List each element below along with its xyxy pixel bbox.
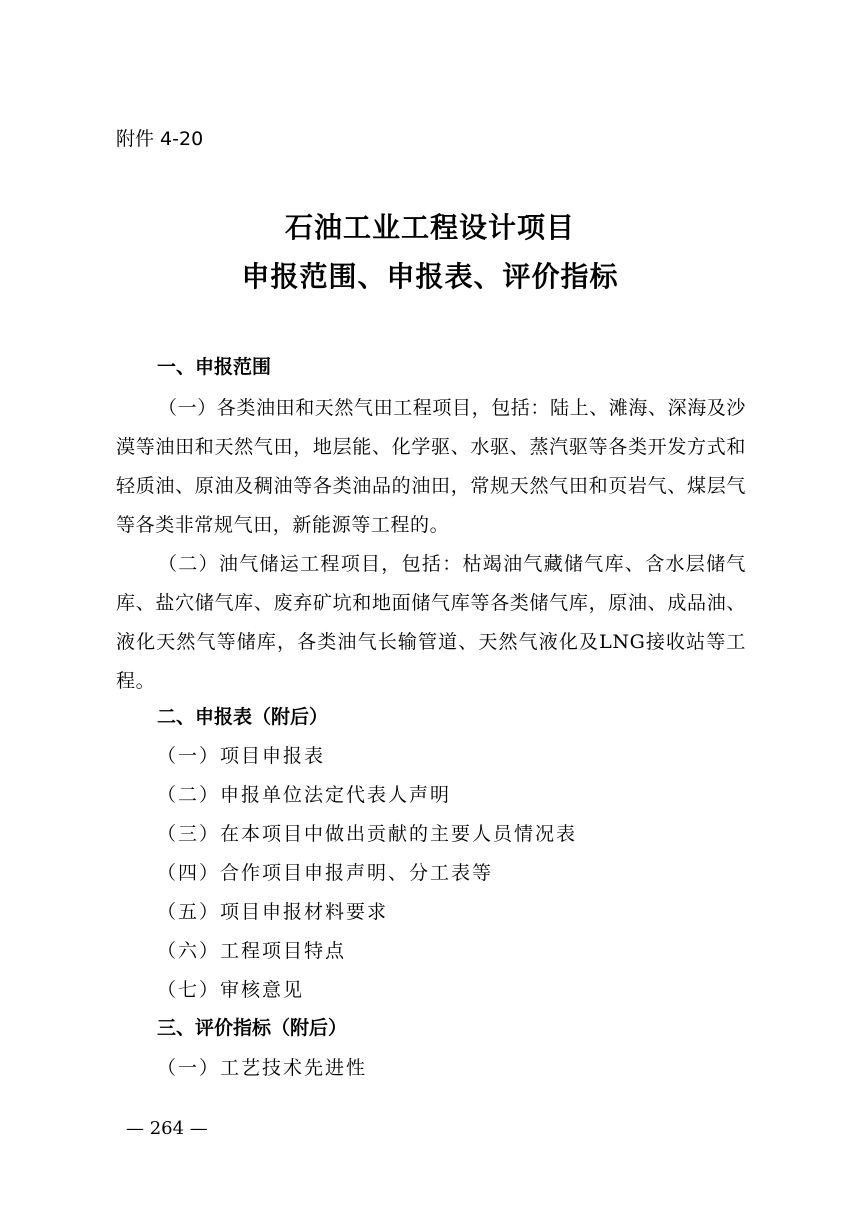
forms-list-item: （五）项目申报材料要求	[157, 901, 389, 923]
forms-list-item: （一）项目申报表	[157, 745, 326, 767]
attachment-label: 附件 4-20	[116, 128, 204, 150]
forms-list-item: （六）工程项目特点	[157, 940, 347, 962]
document-title-line-1: 石油工业工程设计项目	[284, 211, 575, 244]
section-heading-scope: 一、申报范围	[157, 356, 272, 378]
forms-list-item: （二）申报单位法定代表人声明	[157, 784, 452, 806]
scope-paragraph-storage-transport: （二）油气储运工程项目，包括：枯竭油气藏储气库、含水层储气库、盐穴储气库、废弃矿坑和地面储气库等各类储气库，原油、成品油、液化天然气等储库，各类油气长输管道、天然气液化及LNG接收站等工程。	[116, 553, 746, 692]
forms-list-item: （四）合作项目申报声明、分工表等	[157, 862, 494, 884]
forms-list-item: （七）审核意见	[157, 979, 305, 1001]
section-heading-evaluation: 三、评价指标（附后）	[157, 1017, 348, 1039]
section-heading-forms: 二、申报表（附后）	[157, 706, 329, 728]
evaluation-list-item: （一）工艺技术先进性	[157, 1057, 368, 1079]
page-number: — 264 —	[126, 1118, 208, 1139]
document-title-line-2: 申报范围、申报表、评价指标	[241, 260, 619, 293]
forms-list-item: （三）在本项目中做出贡献的主要人员情况表	[157, 823, 578, 845]
scope-paragraph-oil-gas-fields: （一）各类油田和天然气田工程项目，包括：陆上、滩海、深海及沙漠等油田和天然气田，地层能、化学驱、水驱、蒸汽驱等各类开发方式和轻质油、原油及稠油等各类油品的油田，常规天然气田和页岩气、煤层气等各类非常规气田，新能源等工程的。	[116, 397, 747, 536]
